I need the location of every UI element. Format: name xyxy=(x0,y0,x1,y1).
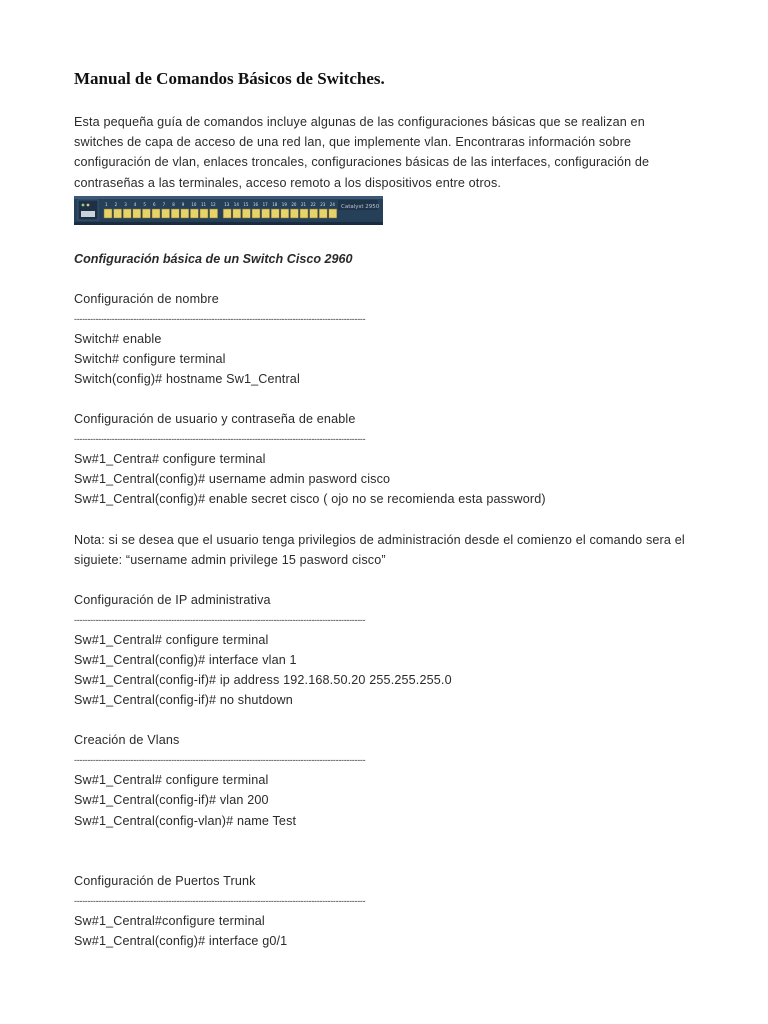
divider-line: ------------------------------------------------------------------------------------------------------------ xyxy=(74,614,366,625)
section-trunk xyxy=(74,871,694,951)
switch-port-number: 3 xyxy=(124,201,127,207)
switch-port-number: 22 xyxy=(310,201,316,207)
switch-port xyxy=(319,209,327,218)
switch-port xyxy=(271,209,279,218)
switch-port xyxy=(123,209,131,218)
section-vlans xyxy=(74,730,694,830)
switch-port xyxy=(329,209,337,218)
switch-port xyxy=(190,209,198,218)
switch-port-number: 14 xyxy=(233,201,239,207)
switch-port xyxy=(281,209,289,218)
section-heading: Configuración de usuario y contraseña de enable xyxy=(74,412,356,427)
note-paragraph: Nota: si se desea que el usuario tenga privilegios de administración desde el comienzo el comando sera el siguiete: “username admin privilege 15 pasword cisco” xyxy=(74,532,685,567)
switch-port-number: 12 xyxy=(210,201,216,207)
section-heading: Configuración de nombre xyxy=(74,291,219,306)
switch-port-number: 16 xyxy=(253,201,259,207)
switch-port xyxy=(252,209,260,218)
switch-port-number: 13 xyxy=(224,201,230,207)
switch-port-number: 9 xyxy=(181,201,185,207)
switch-port-number: 10 xyxy=(191,201,197,207)
switch-port xyxy=(200,209,208,218)
switch-port-number: 5 xyxy=(143,201,146,207)
command-line: Sw#1_Central(config-if)# ip address 192.168.50.20 255.255.255.0 xyxy=(74,673,452,688)
command-line: Sw#1_Central(config)# enable secret cisco ( ojo no se recomienda esta password) xyxy=(74,492,546,507)
command-line: Sw#1_Central#configure terminal xyxy=(74,913,265,928)
divider-line: ------------------------------------------------------------------------------------------------------------ xyxy=(74,755,366,766)
switch-port xyxy=(142,209,150,218)
document-title: Manual de Comandos Básicos de Switches. xyxy=(74,69,385,88)
command-line: Sw#1_Central# configure terminal xyxy=(74,632,269,647)
switch-port-number: 2 xyxy=(114,201,118,207)
switch-port xyxy=(300,209,308,218)
switch-port-number: 8 xyxy=(172,201,175,207)
switch-port-number: 21 xyxy=(301,201,307,207)
switch-port xyxy=(310,209,318,218)
section-heading: Configuración de IP administrativa xyxy=(74,592,271,607)
command-line: Sw#1_Central(config)# interface vlan 1 xyxy=(74,652,297,667)
switch-port-number: 24 xyxy=(329,201,335,207)
command-line: Sw#1_Central# configure terminal xyxy=(74,773,269,788)
switch-port-number: 11 xyxy=(201,201,207,207)
switch-port xyxy=(233,209,241,218)
command-line: Switch(config)# hostname Sw1_Central xyxy=(74,372,300,387)
switch-port-number: 15 xyxy=(243,201,249,207)
switch-port xyxy=(262,209,270,218)
switch-port xyxy=(152,209,160,218)
section-usuario xyxy=(74,409,694,509)
switch-port xyxy=(171,209,179,218)
switch-port xyxy=(242,209,250,218)
switch-port-number: 18 xyxy=(272,201,278,207)
section-ip xyxy=(74,590,694,710)
switch-port xyxy=(104,209,112,218)
switch-port xyxy=(133,209,141,218)
switch-port-number: 23 xyxy=(320,201,326,207)
command-line: Sw#1_Central(config)# interface g0/1 xyxy=(74,933,288,948)
switch-port xyxy=(114,209,122,218)
command-line: Sw#1_Central(config-vlan)# name Test xyxy=(74,813,297,828)
section-heading: Creación de Vlans xyxy=(74,733,180,748)
switch-port xyxy=(162,209,170,218)
switch-port-number: 7 xyxy=(162,201,166,207)
section-subtitle: Configuración básica de un Switch Cisco 2960 xyxy=(74,251,353,266)
switch-image xyxy=(74,196,383,225)
command-line: Switch# enable xyxy=(74,331,162,346)
switch-model-label: Catalyst 2950 xyxy=(341,203,380,210)
switch-port-number: 4 xyxy=(133,201,137,207)
command-line: Sw#1_Central(config-if)# no shutdown xyxy=(74,693,293,708)
divider-line: ------------------------------------------------------------------------------------------------------------ xyxy=(74,313,366,324)
switch-port xyxy=(290,209,298,218)
intro-paragraph: Esta pequeña guía de comandos incluye algunas de las configuraciones básicas que se realizan en switches de capa de acceso de una red lan, que implemente vlan. Encontraras información sobre configuración de vlan, enlaces troncales, configuraciones básicas de las interfaces, configuración de contraseñas a las terminales, acceso remoto a los dispositivos entre otros. xyxy=(74,115,650,190)
command-line: Sw#1_Centra# configure terminal xyxy=(74,452,266,467)
switch-port xyxy=(210,209,218,218)
divider-line: ------------------------------------------------------------------------------------------------------------ xyxy=(74,895,366,906)
section-heading: Configuración de Puertos Trunk xyxy=(74,873,256,888)
command-line: Switch# configure terminal xyxy=(74,352,226,366)
switch-port-number: 6 xyxy=(153,201,156,207)
switch-port xyxy=(223,209,231,218)
switch-port-number: 17 xyxy=(262,201,268,207)
command-line: Sw#1_Central(config)# username admin pasword cisco xyxy=(74,472,391,487)
section-nombre xyxy=(74,289,694,389)
switch-port-number: 1 xyxy=(105,201,108,207)
document-page xyxy=(74,68,694,971)
switch-port xyxy=(181,209,189,218)
switch-port-number: 20 xyxy=(291,201,297,207)
switch-port-number: 19 xyxy=(281,201,287,207)
command-line: Sw#1_Central(config-if)# vlan 200 xyxy=(74,793,269,808)
divider-line: ------------------------------------------------------------------------------------------------------------ xyxy=(74,434,366,445)
